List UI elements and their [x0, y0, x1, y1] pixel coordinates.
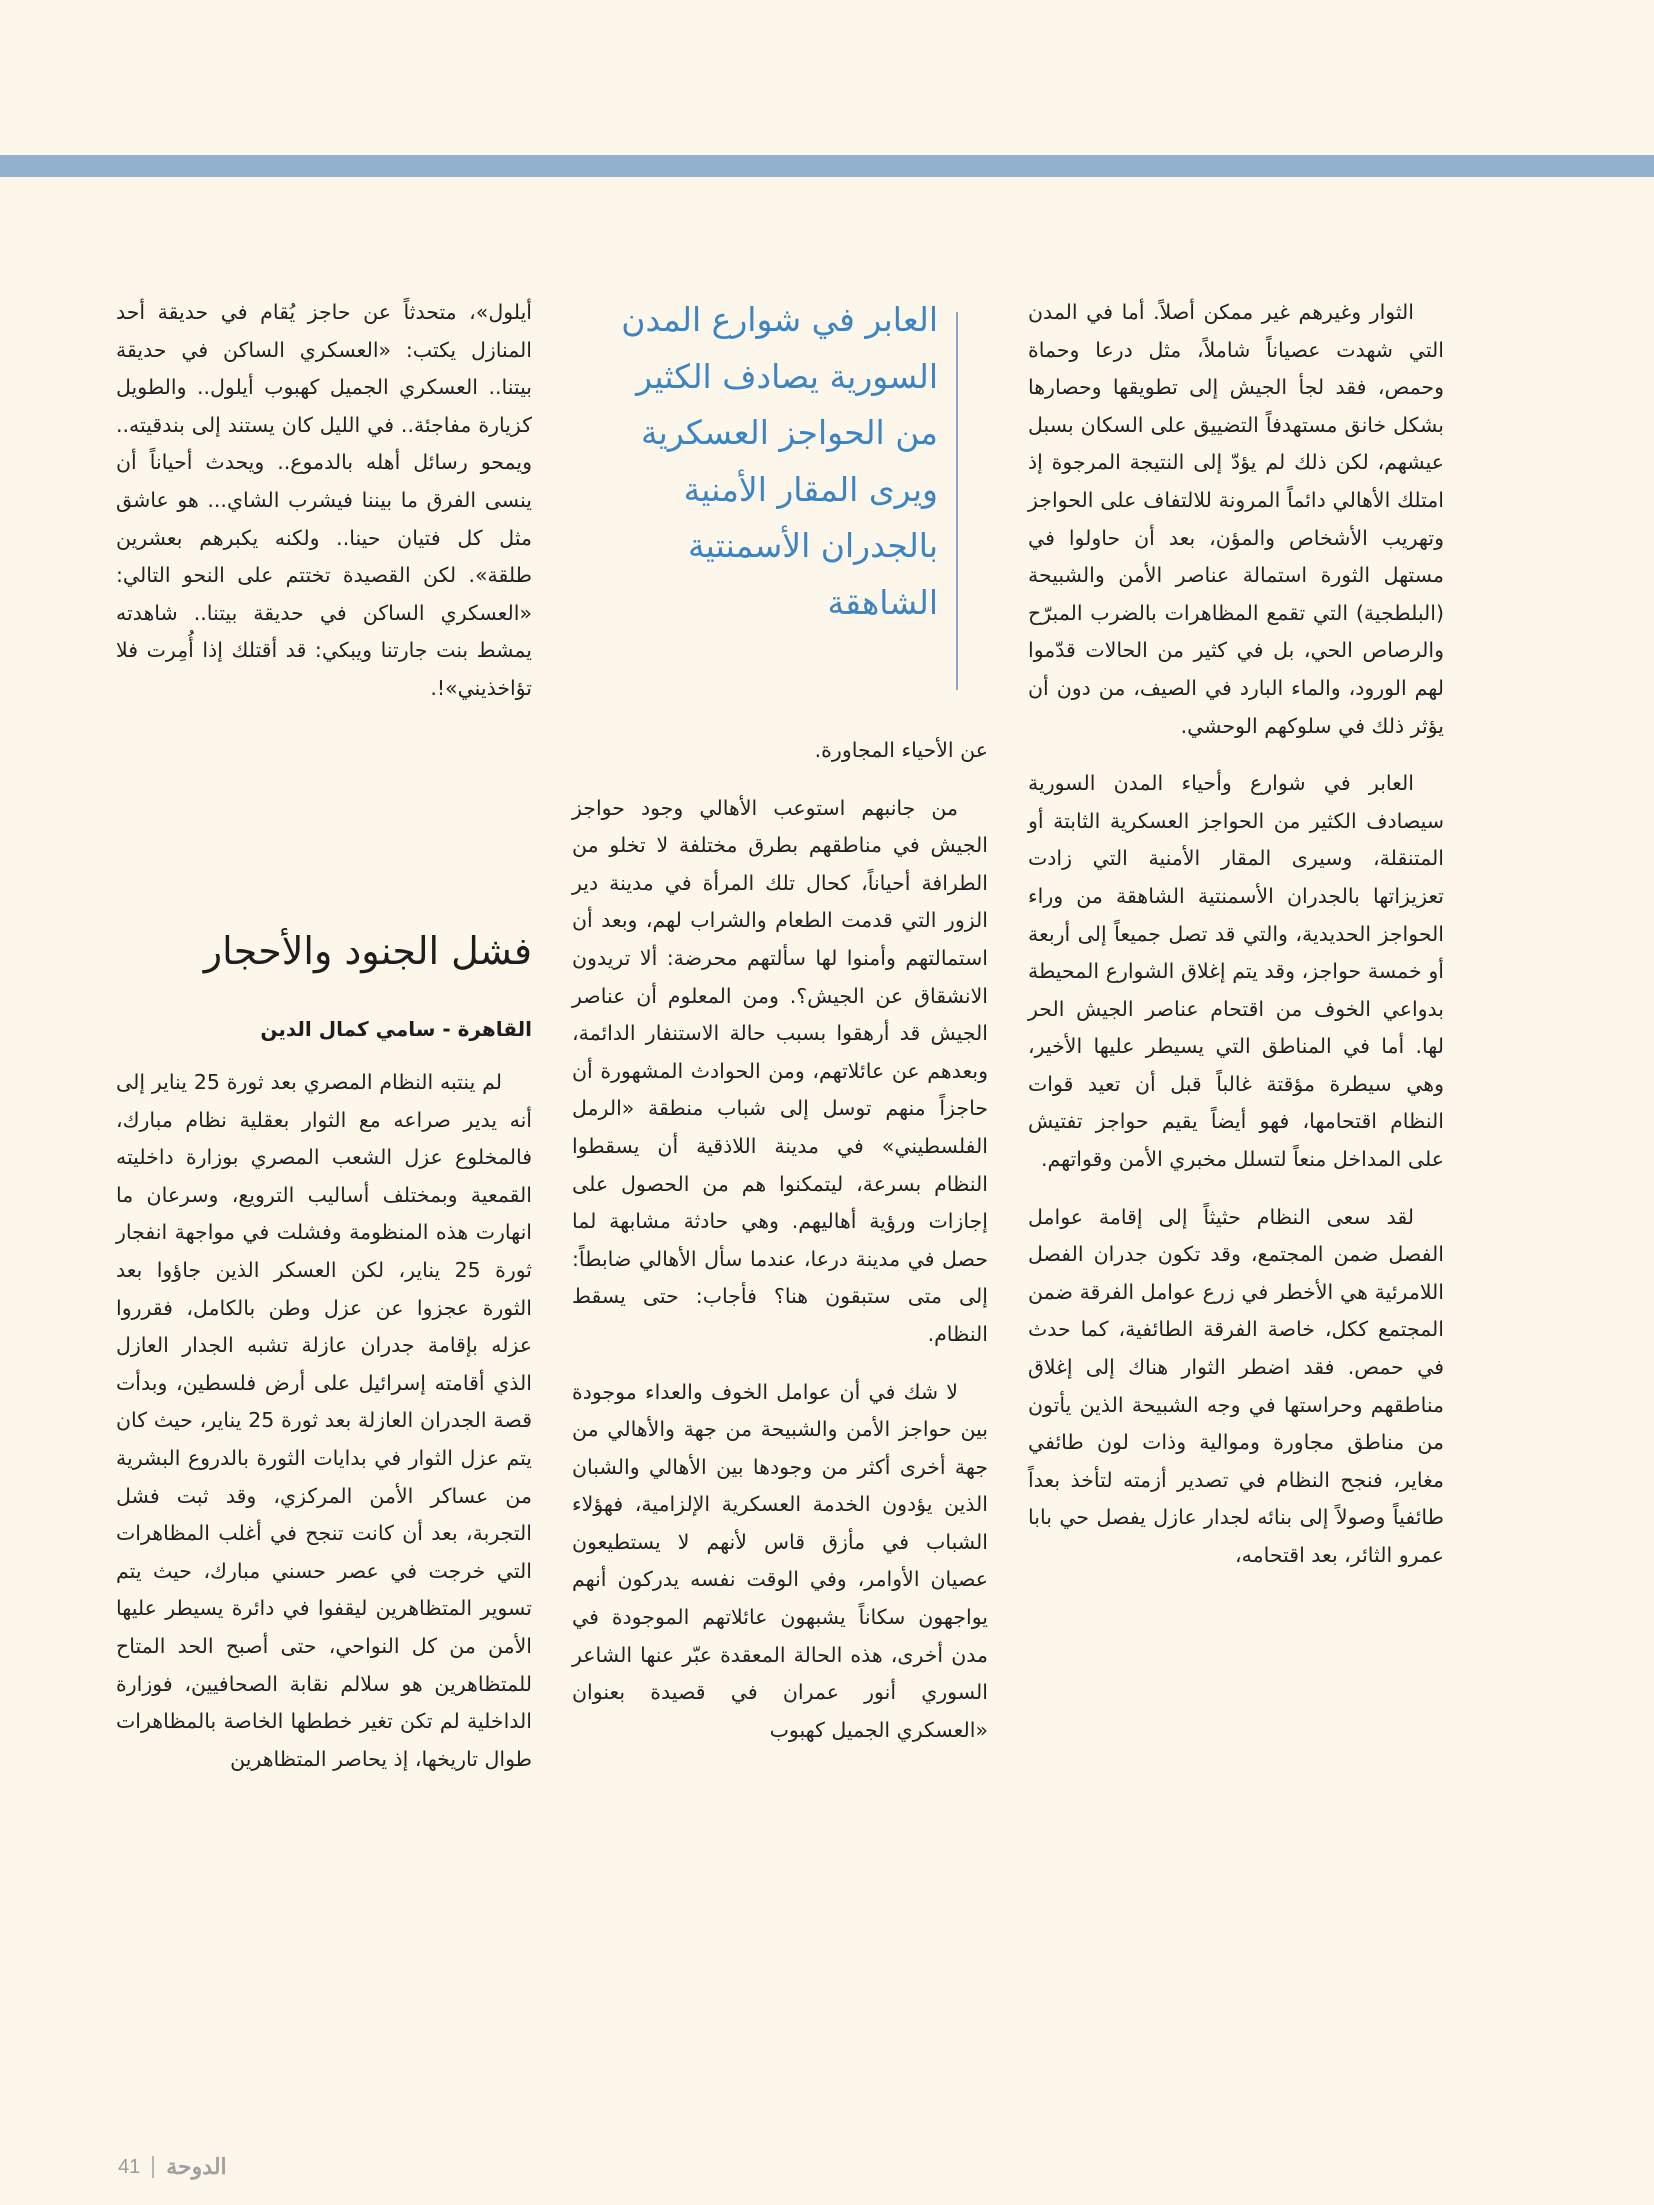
article-column-middle	[572, 732, 988, 1769]
section-title: فشل الجنود والأحجار	[203, 929, 532, 973]
pull-quote-rule	[956, 312, 958, 690]
article-paragraph: الثوار وغيرهم غير ممكن أصلاً. أما في المدن التي شهدت عصياناً شاملاً، مثل درعا وحماة وحمص، فقد لجأ الجيش إلى تطويقها وحصارها بشكل خانق مستهدفاً التضييق على السكان بسبل عيشهم، لكن ذلك لم يؤدّ إلى النتيجة المرجوة إذ امتلك الأهالي دائماً المرونة للالتفاف على الحواجز وتهريب الأشخاص والمؤن، بعد أن حاولوا في مستهل الثورة استمالة عناصر الأمن والشبيحة (البلطجية) التي تقمع المظاهرات بالضرب المبرّح والرصاص الحي، بل في كثير من الحالات قدّموا لهم الورود، والماء البارد في الصيف، من دون أن يؤثر ذلك في سلوكهم الوحشي.	[1028, 300, 1444, 738]
article-column-right	[1028, 294, 1444, 1595]
top-color-band	[0, 155, 1654, 177]
pull-quote-text: العابر في شوارع المدن السورية يصادف الكثير من الحواجز العسكرية ويرى المقار الأمنية بالجدران الأسمنتية الشاهقة	[621, 300, 938, 622]
page-number: 41	[118, 2155, 141, 2178]
magazine-logo: الدوحة	[166, 2154, 227, 2179]
article-paragraph: لا شك في أن عوامل الخوف والعداء موجودة بين حواجز الأمن والشبيحة من جهة والأهالي من جهة أخرى أكثر من وجودها بين الأهالي والشبان الذين يؤدون الخدمة العسكرية الإلزامية، فهؤلاء الشباب في مأزق قاس لأنهم لا يستطيعون عصيان الأوامر، وفي الوقت نفسه يدركون أنهم يواجهون سكاناً يشبهون عائلاتهم الموجودة في مدن أخرى، هذه الحالة المعقدة عبّر عنها الشاعر السوري أنور عمران في قصيدة بعنوان «العسكري الجميل كهبوب	[572, 1379, 988, 1742]
article-column-left	[116, 294, 532, 728]
article-paragraph: لقد سعى النظام حثيثاً إلى إقامة عوامل الفصل ضمن المجتمع، وقد تكون جدران الفصل اللامرئية هي الأخطر في زرع عوامل الفرقة ضمن المجتمع ككل، خاصة الفرقة الطائفية، كما حدث في حمص. فقد اضطر الثوار هناك إلى إغلاق مناطقهم وحراستها في وجه الشبيحة الذين يأتون من مناطق مجاورة وموالية وذات لون طائفي مغاير، فنجح النظام في تصدير أزمته لتأخذ بعداً طائفياً وصولاً إلى بنائه لجدار عازل يفصل حي بابا عمرو الثائر، بعد اقتحامه،	[1028, 1204, 1444, 1567]
footer-divider	[152, 2156, 154, 2178]
article-paragraph: من جانبهم استوعب الأهالي وجود حواجز الجيش في مناطقهم بطرق مختلفة لا تخلو من الطرافة أحياناً، كحال تلك المرأة في مدينة دير الزور التي قدمت الطعام والشراب لهم، وبعد أن استمالتهم وأمنوا لها سألتهم محرضة: ألا تريدون الانشقاق عن الجيش؟. ومن المعلوم أن عناصر الجيش قد أرهقوا بسبب حالة الاستنفار الدائمة، وبعدهم عن عائلاتهم، ومن الحوادث المشهورة أن حاجزاً منهم توسل إلى شباب منطقة «الرمل الفلسطيني» في مدينة اللاذقية أن يسقطوا النظام بسرعة، ليتمكنوا هم من الحصول على إجازات ورؤية أهاليهم. وهي حادثة مشابهة لما حصل في مدينة درعا، عندما سأل الأهالي ضابطاً: إلى متى ستبقون هنا؟ فأجاب: حتى يسقط النظام.	[572, 795, 988, 1346]
article-paragraph: العابر في شوارع وأحياء المدن السورية سيصادف الكثير من الحواجز العسكرية الثابتة أو المتنقلة، وسيرى المقار الأمنية التي زادت تعزيزاتها بالجدران الأسمنتية الشاهقة من وراء الحواجز الحديدية، والتي قد تصل جميعاً إلى أربعة أو خمسة حواجز، وقد يتم إغلاق الشوارع المحيطة بدواعي الخوف من اقتحام عناصر الجيش الحر لها. أما في المناطق التي يسيطر عليها الأخير، وهي سيطرة مؤقتة غالباً قبل أن تعيد قوات النظام اقتحامها، فهو أيضاً يقيم حواجز تفتيش على المداخل منعاً لتسلل مخبري الأمن وقواتهم.	[1028, 771, 1444, 1172]
article-paragraph: أيلول»، متحدثاً عن حاجز يُقام في حديقة أحد المنازل يكتب: «العسكري الساكن في حديقة بيتنا.. العسكري الجميل كهبوب أيلول.. والطويل كزيارة مفاجئة.. في الليل كان يستند إلى بندقيته.. ويمحو رسائل أهله بالدموع.. ويحدث أحياناً أن ينسى الفرق ما بيننا فيشرب الشاي... هو عاشق مثل كل فتيان حينا.. ولكنه يكبرهم بعشرين طلقة». لكن القصيدة تختتم على النحو التالي: «العسكري الساكن في حديقة بيتنا.. شاهدته يمشط بنت جارتنا ويبكي: قد أقتلك إذا أُمِرت فلا تؤاخذيني»!.	[116, 300, 532, 700]
page-footer	[118, 2152, 227, 2182]
article-paragraph: لم ينتبه النظام المصري بعد ثورة 25 يناير إلى أنه يدير صراعه مع الثوار بعقلية نظام مبارك، فالمخلوع عزل الشعب المصري بوزارة داخليته القمعية وبمختلف أساليب الترويع، وسرعان ما انهارت هذه المنظومة وفشلت في مواجهة انفجار ثورة 25 يناير، لكن العسكر الذين جاؤوا بعد الثورة عجزوا عن عزل وطن بالكامل، فقرروا عزله بإقامة جدران عازلة تشبه الجدار العازل الذي أقامته إسرائيل على أرض فلسطين، وبدأت قصة الجدران العازلة بعد ثورة 25 يناير، حيث كان يتم عزل الثوار في بدايات الثورة بالدروع البشرية من عساكر الأمن المركزي، وقد ثبت فشل التجربة، بعد أن كانت تنجح في أغلب المظاهرات التي خرجت في عصر حسني مبارك، حيث يتم تسوير المتظاهرين ليقفوا في دائرة يسيطر عليها الأمن من كل النواحي، حتى أصبح الحد المتاح للمتظاهرين هو سلالم نقابة الصحافيين، فوزارة الداخلية لم تكن تغير خططها الخاصة بالمظاهرات طوال تاريخها، إذ يحاصر المتظاهرين	[116, 1070, 533, 1771]
article-paragraph: عن الأحياء المجاورة.	[814, 738, 988, 762]
pull-quote	[596, 292, 988, 690]
byline: القاهرة - سامي كمال الدين	[260, 1017, 532, 1041]
section-column	[116, 1064, 532, 1798]
